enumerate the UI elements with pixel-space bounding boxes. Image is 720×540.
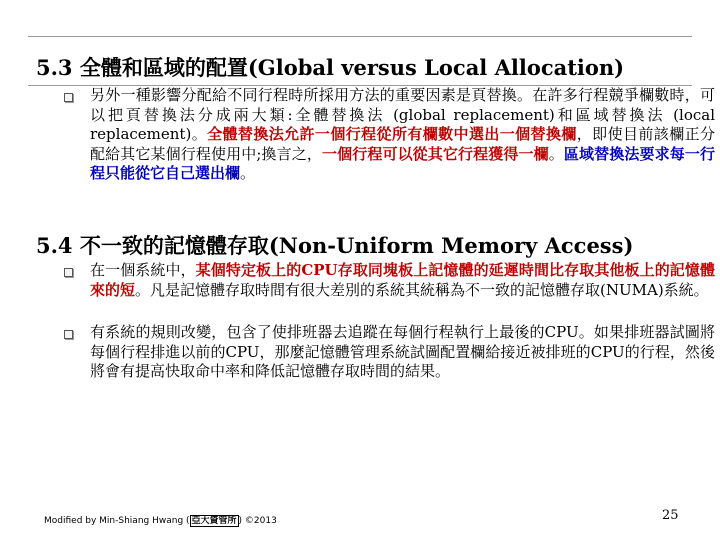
emphasis-red: 一個行程可以從其它行程獲得一欄 — [321, 144, 549, 163]
bullet-icon — [64, 93, 73, 102]
emphasis-red: 全體替換法允許一個行程從所有欄數中選出一個替換欄 — [207, 125, 577, 143]
footer-suffix: ) ©2013 — [238, 516, 277, 526]
footer-credit — [44, 513, 277, 526]
top-rule — [28, 36, 692, 37]
text-run: 。凡是記憶體存取時間有很大差別的系統其統稱為不一致的記憶體存取(NUMA)系統。 — [135, 280, 709, 299]
footer-institution: 亞大資管所 — [191, 516, 237, 526]
section-5-3-paragraph — [90, 86, 715, 184]
page-number: 25 — [662, 508, 679, 523]
section-5-4-paragraph-2 — [90, 323, 715, 382]
bullet-icon — [64, 268, 73, 277]
text-run: 。 — [548, 144, 564, 163]
text-run: 在一個系統中， — [90, 261, 196, 279]
section-5-4-paragraph-1 — [90, 261, 715, 300]
footer-prefix: Modified by Min-Shiang Hwang ( — [44, 516, 190, 526]
text-run: 另外一種影響分配給不同行程時所採用方法的重要因素是頁替換。在許多行程競爭欄數時，可以把頁替換法分成兩大類:全體替換法 (global replacement)和區域替換法 (local replacement)。 — [90, 86, 715, 143]
text-run: 。 — [240, 164, 256, 182]
emphasis-red: 某個特定板上的CPU存取同塊板上記憶體的延遲時間比存取其他板上的記憶體來的短 — [90, 261, 715, 299]
text-run: 有系統的規則改變，包含了使排班器去追蹤在每個行程執行上最後的CPU。如果排班器試圖將每個行程排進以前的CPU，那麼記憶體管理系統試圖配置欄給接近被排班的CPU的行程，然後將會有提高快取命中率和降低記憶體存取時間的結果。 — [90, 323, 715, 380]
emphasis-blue: 區域替換法要求每一行程只能從它自己選出欄 — [90, 144, 715, 182]
section-heading-5-3: 5.3 全體和區域的配置(Global versus Local Allocation) — [36, 55, 625, 80]
text-run: ，即使目前該欄正分配給其它某個行程使用中;換言之， — [90, 125, 715, 163]
section-heading-5-4: 5.4 不一致的記憶體存取(Non-Uniform Memory Access) — [36, 233, 634, 258]
bullet-icon — [64, 330, 73, 339]
